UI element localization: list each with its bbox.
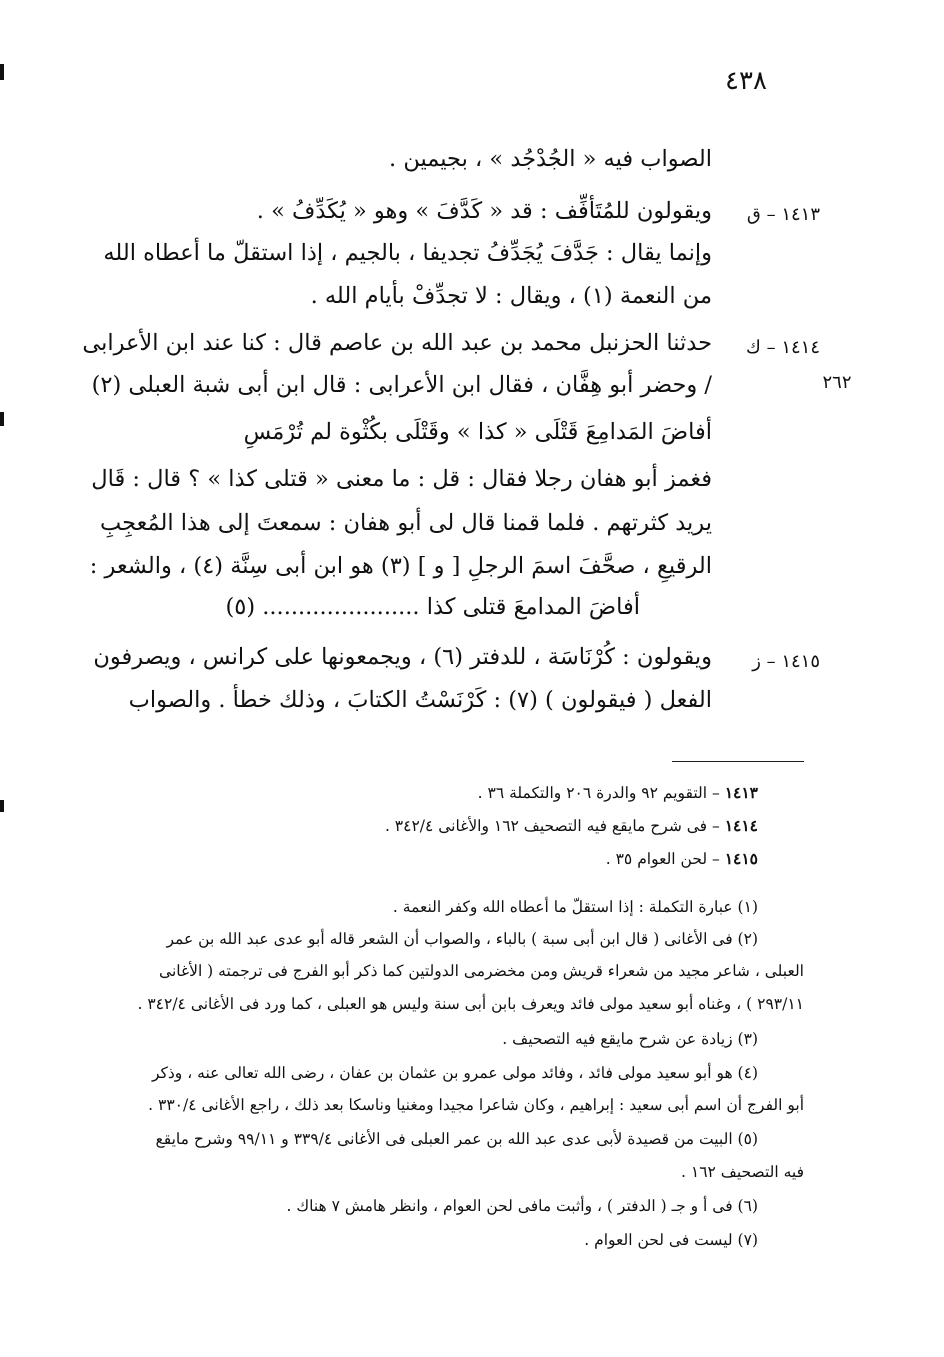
body-line: حدثنا الحزنبل محمد بن عبد الله بن عاصم قال : كنا عند ابن الأعرابى	[82, 330, 712, 356]
scan-edge-mark	[0, 412, 4, 426]
source-note	[478, 783, 758, 802]
footnote-divider	[672, 761, 804, 762]
source-entry-number: ١٤١٣	[724, 783, 758, 802]
footnote: (٢) فى الأغانى ( قال ابن أبى سبة ) بالباء ، والصواب أن الشعر قاله أبو عدى عبد الله بن عمر	[166, 930, 758, 948]
body-line: / وحضر أبو هِفَّان ، فقال ابن الأعرابى : قال ابن أبى شبة العبلى (٢)	[91, 372, 712, 398]
body-line: ويقولون للمُتَأفِّف : قد « كَدَّفَ » وهو « يُكَدِّفُ » .	[256, 198, 712, 224]
source-entry-number: ١٤١٤	[724, 816, 758, 835]
source-text: – التقويم ٩٢ والدرة ٢٠٦ والتكملة ٣٦ .	[477, 784, 720, 802]
page-number: ٤٣٨	[725, 66, 767, 96]
footnote: (٧) ليست فى لحن العوام .	[584, 1231, 758, 1249]
footnote-continuation: فيه التصحيف ١٦٢ .	[681, 1163, 804, 1181]
entry-number-1415: ١٤١٥ – ز	[752, 651, 820, 672]
body-line: الفعل ( فيقولون ) (٧) : كَرْنَسْتُ الكتابَ ، وذلك خطأ . والصواب	[128, 687, 712, 713]
body-line: يريد كثرتهم . فلما قمنا قال لى أبو هفان : سمعتَ إلى هذا المُعجِبِ	[100, 510, 712, 536]
poem-verse: أفاضَ المدامعَ قتلى كذا ...................... (٥)	[225, 594, 640, 620]
source-note	[385, 816, 758, 835]
margin-page-reference: ٢٦٢	[822, 372, 852, 393]
body-line: الرقيعِ ، صحَّفَ اسمَ الرجلِ [ و ] (٣) هو ابن أبى سِنَّة (٤) ، والشعر :	[89, 553, 712, 579]
body-line: الصواب فيه « الجُدْجُد » ، بجيمين .	[389, 146, 712, 172]
source-entry-number: ١٤١٥	[724, 849, 758, 868]
entry-number-1413: ١٤١٣ – ق	[746, 204, 820, 225]
footnote: (٦) فى أ و جـ ( الدفتر ) ، وأثبت مافى لحن العوام ، وانظر هامش ٧ هناك .	[286, 1197, 758, 1215]
body-line: من النعمة (١) ، ويقال : لا تجدِّفْ بأيام الله .	[310, 283, 712, 309]
footnote-continuation: ٢٩٣/١١ ) ، وغناه أبو سعيد مولى فائد ويعرف بابن أبى سنة وليس هو العبلى ، كما ورد فى الأغانى ٣٤٢/٤ .	[137, 995, 804, 1013]
body-line: وإنما يقال : جَدَّفَ يُجَدِّفُ تجديفا ، بالجيم ، إذا استقلّ ما أعطاه الله	[103, 240, 712, 266]
footnote-continuation: أبو الفرج أن اسم أبى سعيد : إبراهيم ، وكان شاعرا مجيدا ومغنيا وناسكا بعد ذلك ، راجع الأغانى ٣٣٠/٤ .	[148, 1096, 804, 1114]
body-line: فغمز أبو هفان رجلا فقال : قل : ما معنى « قتلى كذا » ؟ قال : قَال	[91, 466, 712, 492]
entry-number-1414: ١٤١٤ – ك	[746, 337, 820, 358]
footnote-continuation: العبلى ، شاعر مجيد من شعراء قريش ومن مخضرمى الدولتين كما ذكر أبو الفرج فى ترجمته ( الأغانى	[159, 962, 804, 980]
scan-edge-mark	[0, 800, 4, 812]
footnote: (٤) هو أبو سعيد مولى فائد ، وفائد مولى عمرو بن عثمان بن عفان ، رضى الله تعالى عنه ، وذكر	[151, 1064, 758, 1082]
footnote: (١) عبارة التكملة : إذا استقلّ ما أعطاه الله وكفر النعمة .	[392, 898, 758, 916]
scan-edge-mark	[0, 64, 4, 80]
footnote: (٥) البيت من قصيدة لأبى عدى عبد الله بن عمر العبلى فى الأغانى ٣٣٩/٤ و ٩٩/١١ وشرح مايقع	[155, 1130, 758, 1148]
source-note	[606, 849, 758, 868]
source-text: – فى شرح مايقع فيه التصحيف ١٦٢ والأغانى ٣٤٢/٤ .	[384, 817, 720, 835]
source-text: – لحن العوام ٣٥ .	[605, 850, 720, 868]
footnote: (٣) زيادة عن شرح مايقع فيه التصحيف .	[502, 1030, 758, 1048]
body-line: ويقولون : كُرْنَاسَة ، للدفتر (٦) ، ويجمعونها على كرانس ، ويصرفون	[93, 644, 712, 670]
poem-verse: أفاضَ المَدامِعَ قَتْلَى « كذا » وقَتْلَى بكُثْوة لم تُرْمَسِ	[243, 419, 712, 445]
